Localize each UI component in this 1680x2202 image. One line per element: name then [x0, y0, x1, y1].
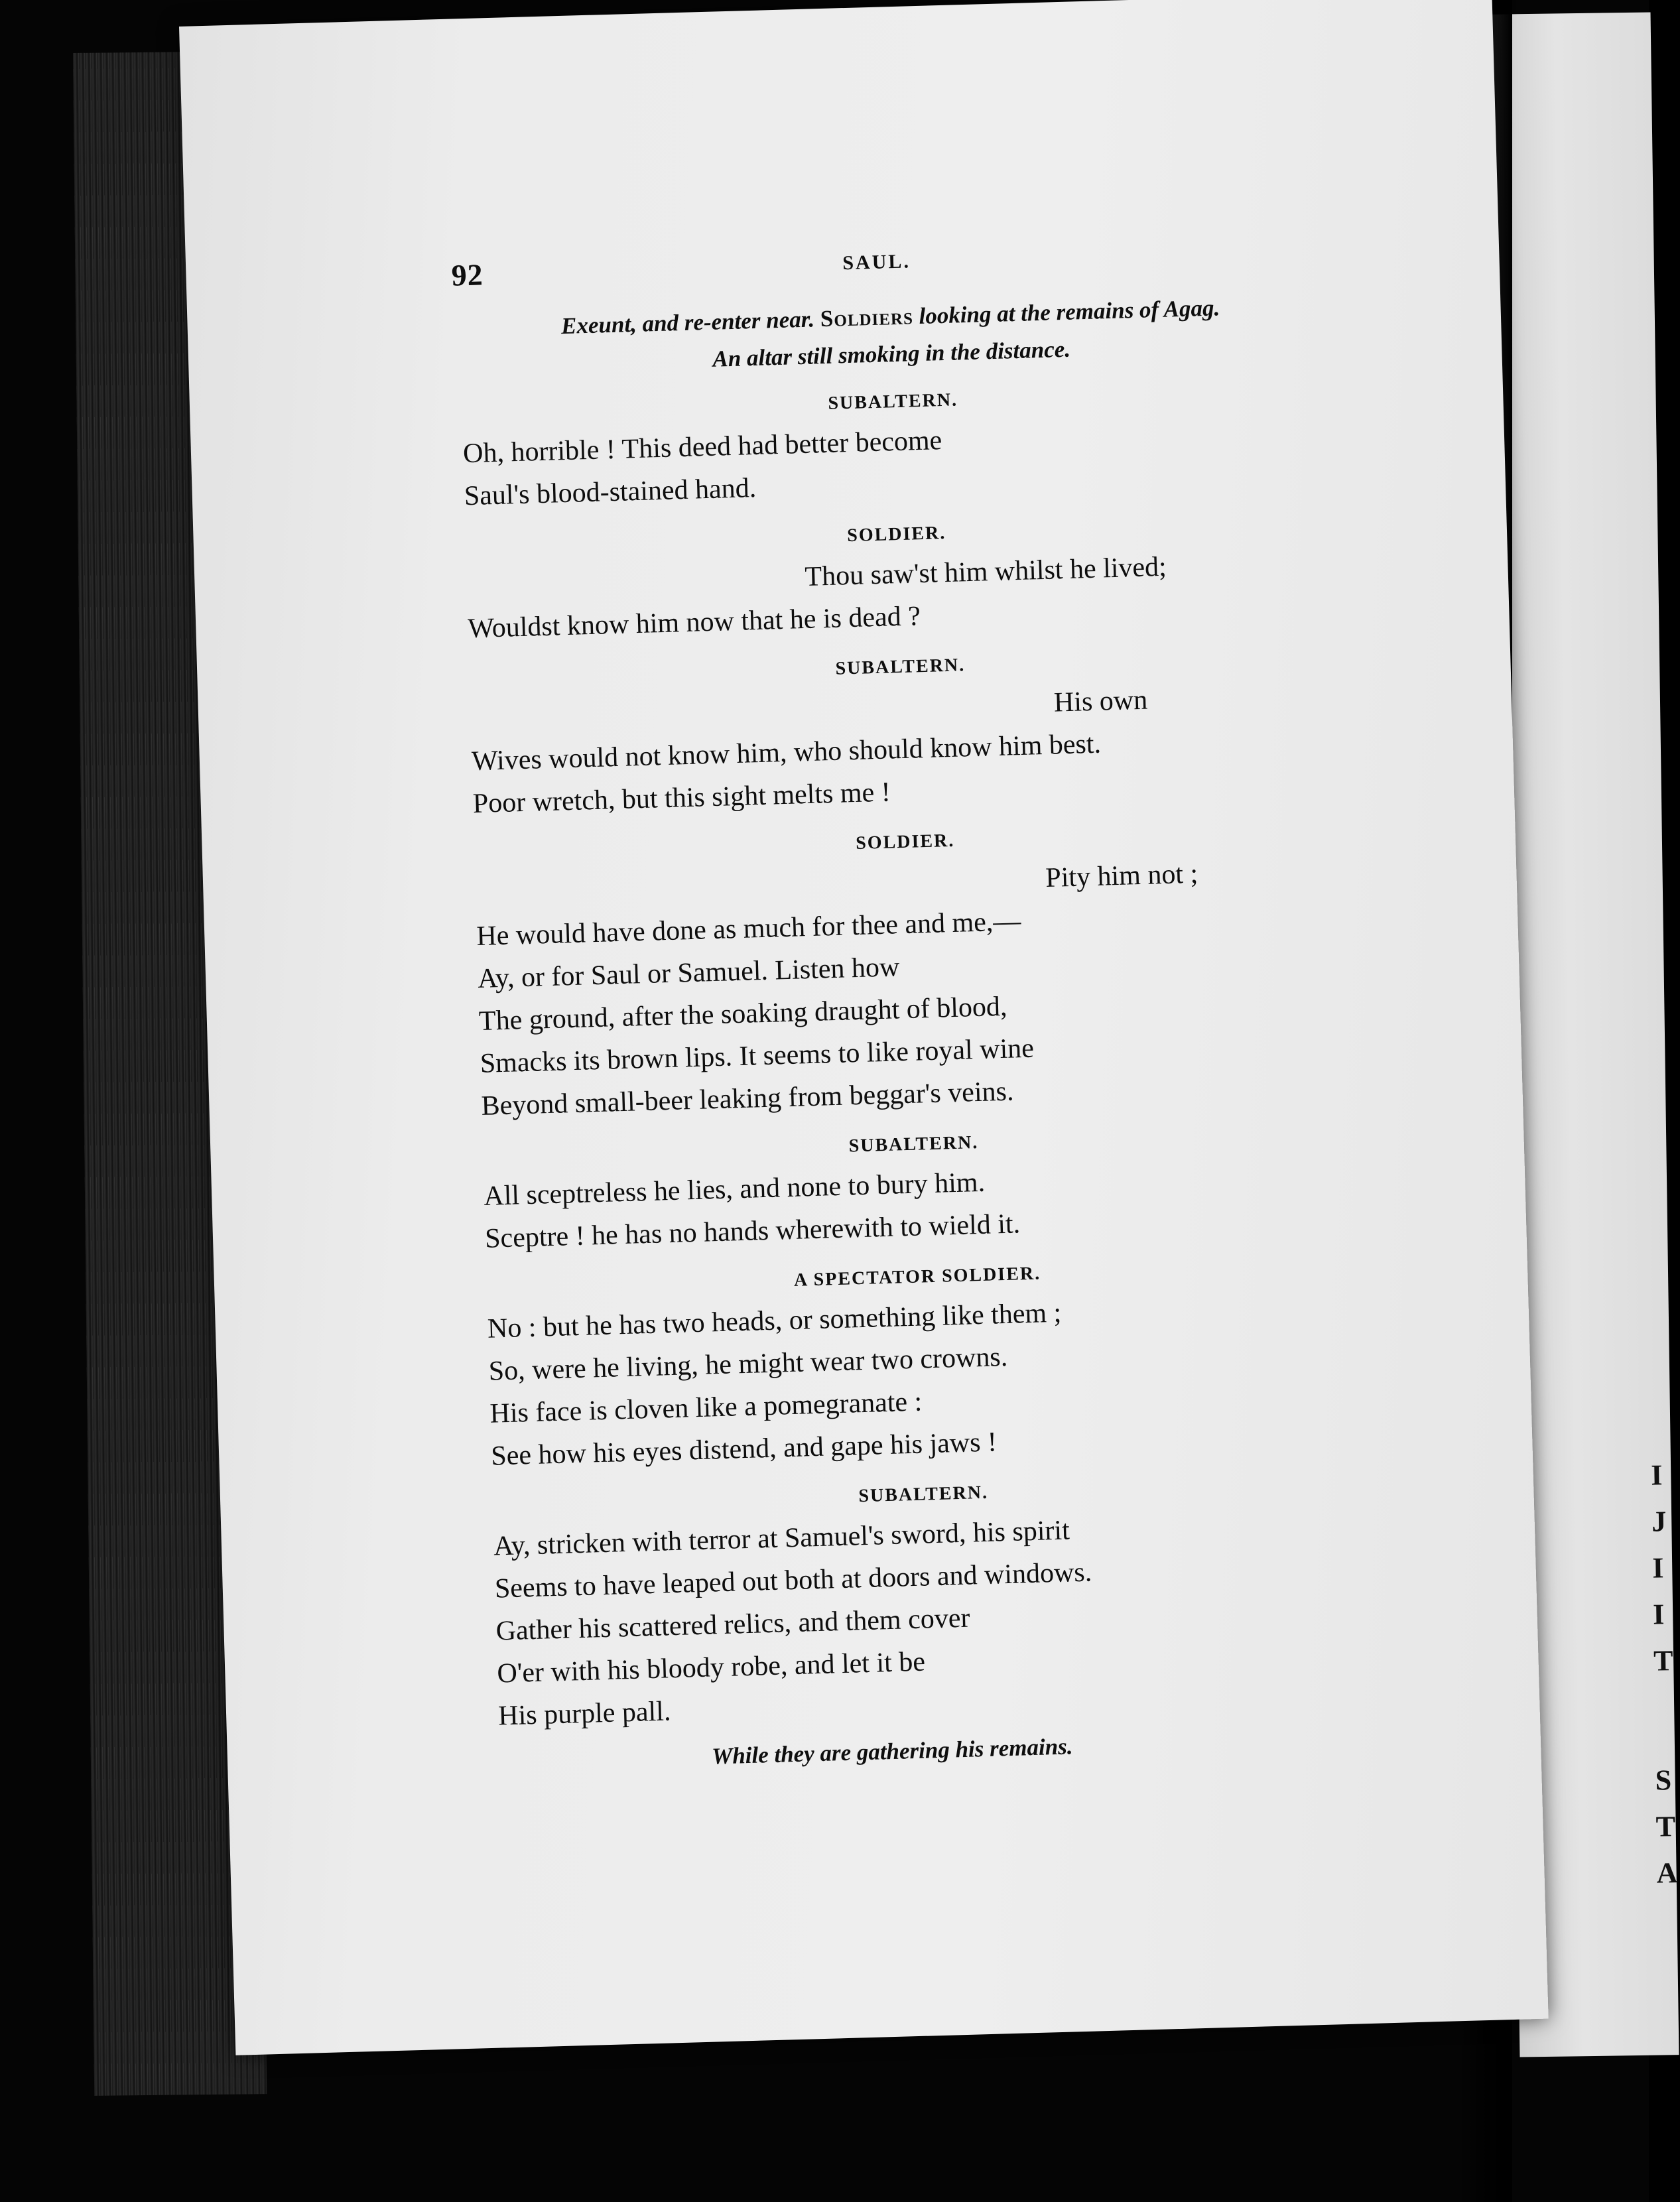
- stage-direction-closing: While they are gathering his remains.: [711, 1733, 1073, 1770]
- verse-line: No : but he has two heads, or something like them ;: [487, 1297, 1062, 1344]
- facing-letter: J: [1651, 1505, 1667, 1538]
- facing-letter: I: [1652, 1598, 1665, 1631]
- book-page: [179, 0, 1549, 2055]
- verse-line: Saul's blood-stained hand.: [464, 472, 757, 512]
- speaker-name: SOLDIER.: [846, 523, 946, 547]
- verse-line: Ay, stricken with terror at Samuel's sword, his spirit: [493, 1515, 1070, 1562]
- facing-letter: A: [1656, 1856, 1678, 1890]
- verse-line: Wives would not know him, who should know him best.: [471, 728, 1102, 777]
- verse-line: Beyond small-beer leaking from beggar's veins.: [480, 1076, 1014, 1122]
- speaker-name: SUBALTERN.: [835, 655, 966, 679]
- verse-line: O'er with his bloody robe, and let it be: [496, 1646, 926, 1689]
- stage-direction-text: Exeunt, and re-enter near.: [560, 306, 815, 340]
- verse-line: See how his eyes distend, and gape his jaws !: [490, 1427, 998, 1472]
- page-number: 92: [450, 257, 484, 292]
- verse-line: The ground, after the soaking draught of blood,: [478, 991, 1008, 1037]
- verse-line: Pity him not ;: [1045, 858, 1198, 894]
- speaker-name: SUBALTERN.: [828, 389, 958, 414]
- verse-line: His own: [1053, 684, 1148, 718]
- speaker-name: SUBALTERN.: [858, 1482, 989, 1507]
- verse-line: Gather his scattered relics, and them cover: [495, 1602, 970, 1647]
- verse-line: His purple pall.: [497, 1696, 671, 1732]
- verse-line: Ay, or for Saul or Samuel. Listen how: [477, 952, 900, 994]
- verse-line: Oh, horrible ! This deed had better become: [462, 425, 942, 470]
- verse-line: All sceptreless he lies, and none to bury him.: [483, 1167, 986, 1212]
- running-title: SAUL.: [842, 250, 911, 275]
- verse-line: Wouldst know him now that he is dead ?: [467, 601, 921, 645]
- verse-line: His face is cloven like a pomegranate :: [489, 1386, 923, 1429]
- facing-letter: I: [1651, 1551, 1664, 1585]
- play-text: [459, 287, 1362, 1781]
- facing-letter: S: [1655, 1764, 1672, 1797]
- stage-direction-name: Soldiers: [820, 303, 914, 332]
- verse-line: He would have done as much for thee and me,—: [476, 906, 1021, 952]
- verse-line: Poor wretch, but this sight melts me !: [472, 777, 891, 820]
- facing-letter: I: [1650, 1458, 1663, 1492]
- speaker-name: SOLDIER.: [855, 830, 955, 854]
- verse-line: Seems to have leaped out both at doors and windows.: [494, 1557, 1092, 1604]
- verse-line: Thou saw'st him whilst he lived;: [804, 551, 1167, 592]
- stage-direction: An altar still smoking in the distance.: [712, 336, 1071, 372]
- speaker-name: A SPECTATOR SOLDIER.: [793, 1263, 1041, 1291]
- speaker-name: SUBALTERN.: [848, 1132, 979, 1157]
- facing-letter: T: [1655, 1810, 1676, 1843]
- stage-direction-text: looking at the remains of Agag.: [919, 294, 1220, 330]
- verse-line: So, were he living, he might wear two crowns.: [488, 1341, 1008, 1387]
- verse-line: Smacks its brown lips. It seems to like royal wine: [480, 1033, 1035, 1079]
- verse-line: Sceptre ! he has no hands wherewith to wield it.: [484, 1208, 1021, 1254]
- facing-letter: T: [1653, 1644, 1673, 1677]
- running-head: [451, 235, 1287, 298]
